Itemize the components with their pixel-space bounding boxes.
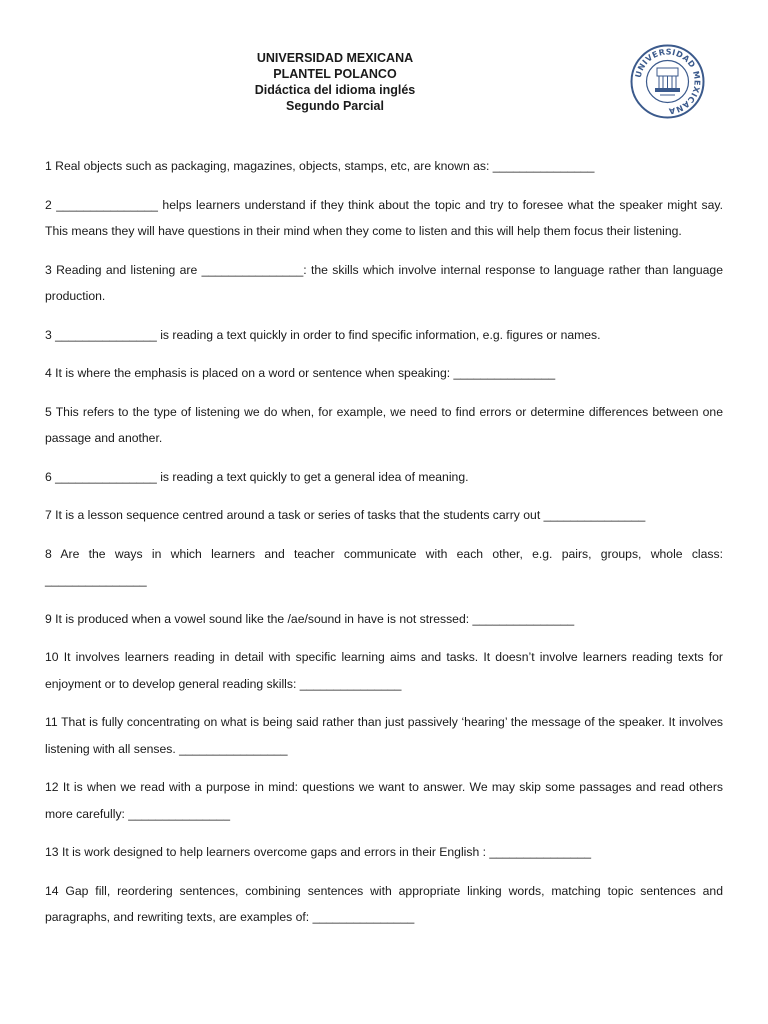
question-item: 13 It is work designed to help learners overcome gaps and errors in their English : _______________	[45, 845, 592, 859]
question-item: 5 This refers to the type of listening we do when, for example, we need to find errors or determine differences between one passage and another.	[45, 404, 723, 445]
document-header	[0, 50, 670, 114]
question-list	[45, 153, 723, 943]
university-name: UNIVERSIDAD MEXICANA	[256, 51, 414, 65]
question-item: 7 It is a lesson sequence centred around a task or series of tasks that the students carry out _______________	[45, 508, 646, 522]
question-item: 11 That is fully concentrating on what is being said rather than just passively ‘hearing’ the message of the speaker. It involves listening with all senses. ________________	[45, 715, 723, 756]
question-item: 10 It involves learners reading in detail with specific learning aims and tasks. It doesn’t involve learners reading texts for enjoyment or to develop general reading skills: _______________	[45, 650, 723, 691]
question-item: 8 Are the ways in which learners and teacher communicate with each other, e.g. pairs, groups, whole class: _______________	[45, 546, 723, 587]
question-item: 4 It is where the emphasis is placed on a word or sentence when speaking: _______________	[45, 366, 556, 380]
question-item: 2 _______________ helps learners understand if they think about the topic and try to foresee what the speaker might say. This means they will have questions in their mind when they come to listen and this will help them focus their listening.	[45, 197, 723, 238]
course-name: Didáctica del idioma inglés	[254, 83, 416, 97]
svg-text:UNIVERSIDAD MEXICANA: UNIVERSIDAD MEXICANA	[633, 47, 702, 116]
campus-name: PLANTEL POLANCO	[273, 67, 397, 81]
question-item: 6 _______________ is reading a text quickly to get a general idea of meaning.	[45, 469, 469, 484]
question-item: 3 _______________ is reading a text quickly in order to find specific information, e.g. figures or names.	[45, 327, 601, 342]
question-item: 14 Gap fill, reordering sentences, combining sentences with appropriate linking words, matching topic sentences and paragraphs, and rewriting texts, are examples of: _______________	[45, 883, 723, 924]
university-seal-logo	[630, 44, 705, 119]
question-item: 1 Real objects such as packaging, magazines, objects, stamps, etc, are known as: _______________	[45, 159, 595, 173]
exam-name: Segundo Parcial	[286, 99, 384, 113]
question-item: 9 It is produced when a vowel sound like the /ae/sound in have is not stressed: _______________	[45, 611, 575, 626]
question-item: 3 Reading and listening are _______________: the skills which involve internal response to language rather than language production.	[45, 262, 723, 303]
question-item: 12 It is when we read with a purpose in mind: questions we want to answer. We may skip some passages and read others more carefully: _______________	[45, 780, 723, 821]
